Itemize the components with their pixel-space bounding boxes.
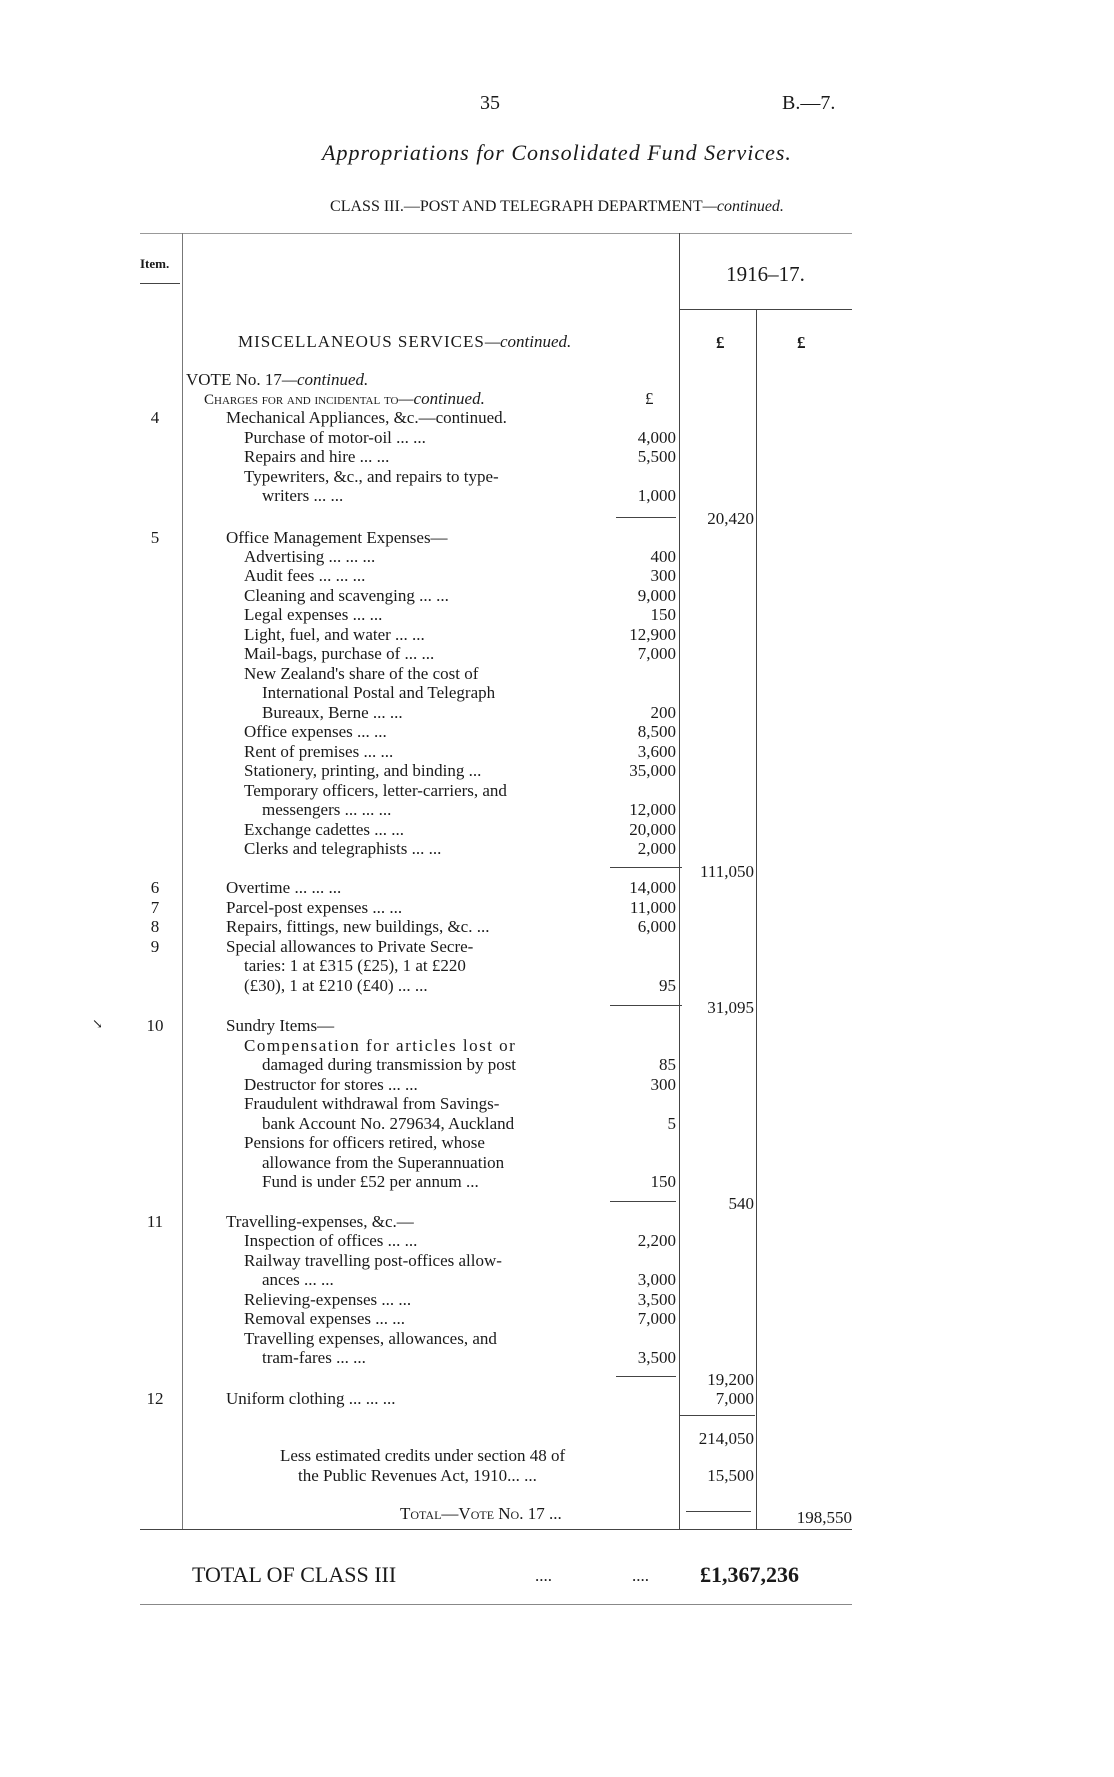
- line-text: Mail-bags, purchase of ... ...: [244, 644, 435, 663]
- line-text: Office expenses ... ...: [244, 722, 387, 741]
- line-amount: 150: [650, 1172, 676, 1191]
- item-number: 6: [150, 878, 160, 897]
- charges-label: Charges for and incidental to: [204, 392, 399, 408]
- item-title-line: taries: 1 at £315 (£25), 1 at £220: [244, 956, 466, 975]
- line-amount: 7,000: [637, 644, 676, 663]
- class-total-bottom-rule: [140, 1604, 852, 1605]
- item-number: 8: [150, 917, 160, 936]
- line-amount: 300: [650, 1075, 676, 1094]
- line-amount: 20,000: [629, 820, 676, 839]
- line-amount: 1,000: [637, 486, 676, 505]
- line-text: writers ... ...: [262, 486, 344, 505]
- line-amount: 5,500: [637, 447, 676, 466]
- line-text: Inspection of offices ... ...: [244, 1231, 418, 1250]
- item-title-line: (£30), 1 at £210 (£40) ... ...: [244, 976, 428, 995]
- line-amount: 300: [650, 566, 676, 585]
- item-subtotal: 20,420: [707, 509, 754, 528]
- line-text: Relieving-expenses ... ...: [244, 1290, 412, 1309]
- line-text: Destructor for stores ... ...: [244, 1075, 418, 1094]
- currency-header-2: £: [797, 333, 806, 352]
- subtotal-rule: [610, 1005, 682, 1006]
- line-text: Fraudulent withdrawal from Savings-: [244, 1094, 500, 1113]
- item-number: 7: [150, 898, 160, 917]
- margin-mark: ↘: [92, 1016, 103, 1031]
- page-title: Appropriations for Consolidated Fund Services.: [322, 140, 792, 165]
- section-continued: —continued.: [484, 332, 572, 351]
- line-text: International Postal and Telegraph: [262, 683, 496, 702]
- item-subtotal: 111,050: [700, 862, 754, 881]
- class-heading-continued: —continued.: [702, 198, 784, 215]
- line-amount: 3,000: [637, 1270, 676, 1289]
- line-amount: 12,900: [629, 625, 676, 644]
- item-header-rule: [140, 283, 180, 284]
- line-amount: 4,000: [637, 428, 676, 447]
- line-text: Legal expenses ... ...: [244, 605, 383, 624]
- line-amount: 35,000: [629, 761, 676, 780]
- class-total-dots-2: ....: [632, 1566, 649, 1585]
- document-reference: B.—7.: [782, 92, 836, 114]
- item-title: Travelling-expenses, &c.—: [226, 1212, 414, 1231]
- item-subtotal: 31,095: [707, 998, 754, 1017]
- less-credits-amount: 15,500: [707, 1466, 754, 1485]
- item-title: Mechanical Appliances, &c.—continued.: [226, 408, 507, 427]
- charges-heading: [204, 389, 485, 409]
- less-credits-line-1: Less estimated credits under section 48 of: [280, 1446, 566, 1465]
- line-amount: 3,600: [637, 742, 676, 761]
- line-text: Compensation for articles lost or: [244, 1036, 517, 1055]
- class-heading-text: CLASS III.—POST AND TELEGRAPH DEPARTMENT: [330, 198, 703, 215]
- item-title: Sundry Items—: [226, 1016, 335, 1035]
- subtotal-rule: [616, 1376, 676, 1377]
- item-number: 12: [146, 1389, 164, 1408]
- item-column-divider: [182, 233, 183, 1529]
- class-total-label: TOTAL OF CLASS III: [192, 1562, 397, 1587]
- line-text: New Zealand's share of the cost of: [244, 664, 479, 683]
- line-text: Exchange cadettes ... ...: [244, 820, 405, 839]
- line-amount: 2,200: [637, 1231, 676, 1250]
- line-text: Temporary officers, letter-carriers, and: [244, 781, 507, 800]
- item-subtotal: 540: [728, 1194, 754, 1213]
- line-text: Bureaux, Berne ... ...: [262, 703, 403, 722]
- gross-rule: [680, 1415, 755, 1416]
- vote-label: VOTE No. 17: [186, 370, 282, 389]
- item-title: Repairs, fittings, new buildings, &c. ...: [226, 917, 490, 936]
- item-number: 11: [146, 1212, 164, 1231]
- line-text: ances ... ...: [262, 1270, 334, 1289]
- page-number: 35: [480, 92, 500, 114]
- line-text: Stationery, printing, and binding ...: [244, 761, 482, 780]
- line-amount: 2,000: [637, 839, 676, 858]
- line-text: bank Account No. 279634, Auckland: [262, 1114, 515, 1133]
- line-amount: 3,500: [637, 1348, 676, 1367]
- line-text: Clerks and telegraphists ... ...: [244, 839, 442, 858]
- item-number: 5: [150, 528, 160, 547]
- line-text: Fund is under £52 per annum ...: [262, 1172, 479, 1191]
- section-heading: [238, 332, 571, 352]
- line-text: damaged during transmission by post: [262, 1055, 517, 1074]
- item-title-line: Special allowances to Private Secre-: [226, 937, 474, 956]
- year-header-rule: [679, 309, 852, 310]
- line-amount: 12,000: [629, 800, 676, 819]
- total-column-divider: [756, 310, 757, 1529]
- line-text: allowance from the Superannuation: [262, 1153, 505, 1172]
- line-text: Purchase of motor-oil ... ...: [244, 428, 426, 447]
- charges-currency: £: [645, 389, 654, 408]
- class-total-amount: £1,367,236: [700, 1562, 799, 1587]
- item-title: Office Management Expenses—: [226, 528, 448, 547]
- line-amount: 9,000: [637, 586, 676, 605]
- item-amount: 6,000: [637, 917, 676, 936]
- section-name: MISCELLANEOUS SERVICES: [238, 332, 485, 351]
- line-amount: 7,000: [637, 1309, 676, 1328]
- gross-total: 214,050: [698, 1429, 754, 1448]
- currency-header-1: £: [716, 333, 725, 352]
- item-number: 10: [146, 1016, 164, 1035]
- item-amount: 95: [659, 976, 676, 995]
- item-title: Parcel-post expenses ... ...: [226, 898, 403, 917]
- subtotal-rule: [616, 517, 676, 518]
- line-amount: 3,500: [637, 1290, 676, 1309]
- subtotal-rule: [610, 1201, 676, 1202]
- charges-continued: —continued.: [398, 389, 485, 408]
- header-top-rule: [140, 233, 852, 234]
- line-text: Cleaning and scavenging ... ...: [244, 586, 449, 605]
- line-text: Travelling expenses, allowances, and: [244, 1329, 497, 1348]
- vote-total-label: Total—Vote No. 17 ...: [400, 1504, 562, 1523]
- line-amount: 150: [650, 605, 676, 624]
- line-text: Advertising ... ... ...: [244, 547, 376, 566]
- line-text: tram-fares ... ...: [262, 1348, 366, 1367]
- amount-column-divider: [679, 233, 680, 1529]
- item-column-header: Item.: [140, 256, 170, 271]
- subtotal-rule: [610, 867, 682, 868]
- item-title: Overtime ... ... ...: [226, 878, 342, 897]
- class-total-dots-1: ....: [535, 1566, 552, 1585]
- vote-continued: —continued.: [281, 370, 369, 389]
- line-amount: 400: [650, 547, 676, 566]
- vote-total-amount: 198,550: [796, 1508, 852, 1527]
- item-number: 4: [150, 408, 160, 427]
- item-title: Uniform clothing ... ... ...: [226, 1389, 396, 1408]
- line-text: Railway travelling post-offices allow-: [244, 1251, 502, 1270]
- line-text: Repairs and hire ... ...: [244, 447, 390, 466]
- net-rule: [686, 1511, 751, 1512]
- item-subtotal: 19,200: [707, 1370, 754, 1389]
- item-number: 9: [150, 937, 160, 956]
- class-total-top-rule: [140, 1529, 852, 1530]
- line-text: Pensions for officers retired, whose: [244, 1133, 485, 1152]
- line-text: Removal expenses ... ...: [244, 1309, 405, 1328]
- year-column-header: 1916–17.: [726, 262, 805, 286]
- class-heading: [0, 198, 1114, 216]
- line-text: Typewriters, &c., and repairs to type-: [244, 467, 499, 486]
- line-amount: 85: [659, 1055, 676, 1074]
- line-amount: 5: [667, 1114, 676, 1133]
- line-amount: 8,500: [637, 722, 676, 741]
- line-text: Rent of premises ... ...: [244, 742, 394, 761]
- item-amount: 14,000: [629, 878, 676, 897]
- line-text: Audit fees ... ... ...: [244, 566, 366, 585]
- line-text: Light, fuel, and water ... ...: [244, 625, 425, 644]
- less-credits-line-2: the Public Revenues Act, 1910... ...: [298, 1466, 537, 1485]
- line-amount: 200: [650, 703, 676, 722]
- line-text: messengers ... ... ...: [262, 800, 392, 819]
- item-subtotal: 7,000: [715, 1389, 754, 1408]
- item-amount: 11,000: [629, 898, 676, 917]
- vote-heading: [186, 370, 368, 390]
